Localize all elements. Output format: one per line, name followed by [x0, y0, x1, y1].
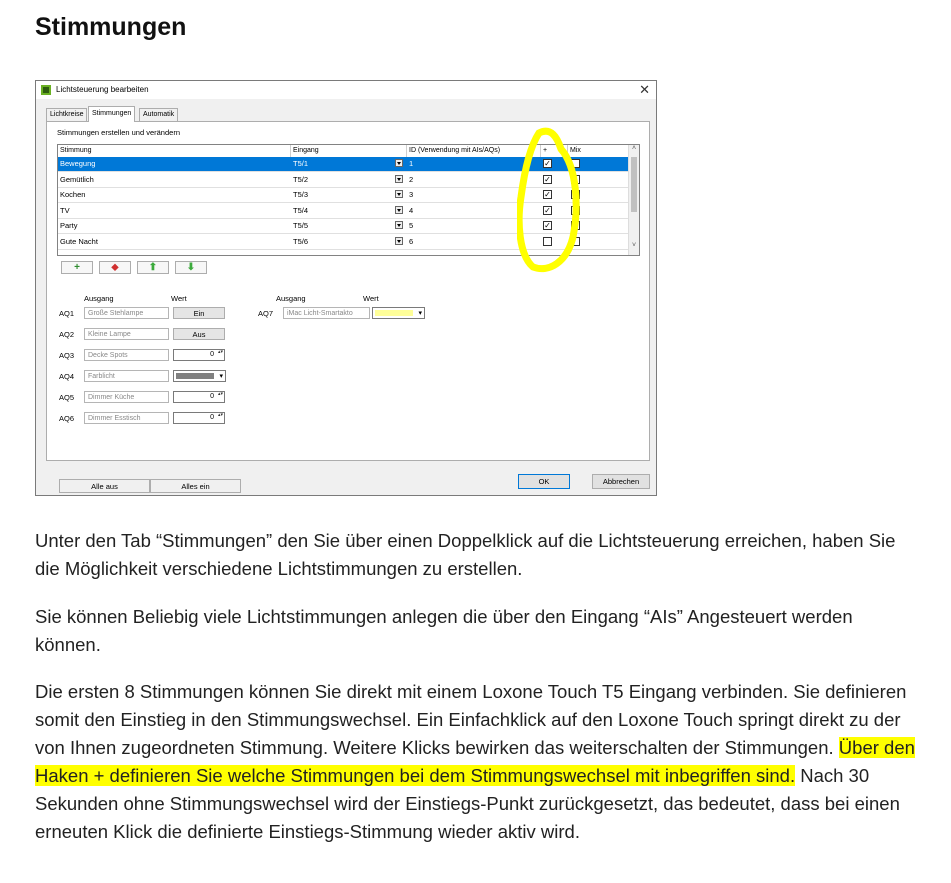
paragraph-3-text: Die ersten 8 Stimmungen können Sie direkt mit einem Loxone Touch T5 Eingang verbinden. Sie definieren somit den Einstieg in den Stimmungswechsel. Ein Einfachklick auf den Loxone Touch springt direkt zu der von Ihnen zugeordneten Stimmung. Weitere Klicks bewirken das weiterschalten der Stimmungen.	[35, 681, 907, 758]
paragraph-2: Sie können Beliebig viele Lichtstimmungen anlegen die über den Eingang “AIs” Angesteuert werden können.	[35, 606, 853, 655]
arrow-down-icon: ⬇	[186, 262, 196, 273]
id-cell[interactable]: 2	[409, 174, 414, 184]
aq-label: AQ6	[59, 414, 75, 423]
color-swatch	[176, 373, 214, 379]
input-cell[interactable]	[291, 204, 407, 218]
all-on-button[interactable]: Alles ein	[150, 479, 241, 493]
paragraph-3	[35, 678, 915, 846]
mood-name-cell[interactable]: Gemütlich	[60, 174, 94, 184]
chevron-down-icon[interactable]	[395, 190, 403, 198]
input-cell[interactable]	[291, 219, 407, 233]
input-cell[interactable]	[291, 173, 407, 187]
input-cell[interactable]	[291, 188, 407, 202]
color-picker-dropdown[interactable]	[173, 370, 226, 382]
plus-checkbox[interactable]: ✓	[544, 190, 551, 199]
mood-name-cell[interactable]: Bewegung	[60, 159, 96, 168]
loxone-app-icon	[41, 85, 51, 95]
output-value-stepper[interactable]: 0 ▴▾	[173, 412, 225, 424]
output-name-field[interactable]: Farblicht	[84, 370, 169, 382]
scroll-up-icon[interactable]: ˄	[631, 145, 637, 152]
column-header-mix[interactable]: Mix	[568, 145, 630, 157]
chevron-down-icon[interactable]	[395, 206, 403, 214]
paragraph-3-text-end: Nach 30 Sekunden ohne Stimmungswechsel wird der Einstiegs-Punkt zurückgesetzt, das bedeutet, dass bei einen erneuten Klick die definierte Einstiegs-Stimmung wieder aktiv wird.	[35, 765, 900, 842]
tab-stimmungen[interactable]: Stimmungen	[88, 106, 135, 122]
aq-label: AQ3	[59, 351, 75, 360]
output-name-field[interactable]: Dimmer Esstisch	[84, 412, 169, 424]
cancel-button[interactable]: Abbrechen	[592, 474, 650, 489]
color-swatch	[375, 310, 413, 316]
paragraph-1: Unter den Tab “Stimmungen” den Sie über einen Doppelklick auf die Lichtsteuerung erreichen, haben Sie die Möglichkeit verschiedene Lichtstimmungen zu erstellen.	[35, 530, 896, 579]
output-name-field[interactable]: Decke Spots	[84, 349, 169, 361]
highlighted-text: Über den Haken + definieren Sie welche Stimmungen bei dem Stimmungswechsel mit inbegriffen sind.	[35, 737, 915, 786]
aq-label: AQ7	[258, 309, 274, 318]
section-label: Stimmungen erstellen und verändern	[57, 128, 180, 137]
chevron-down-icon[interactable]: ▾	[418, 310, 422, 317]
ausgang-header: Ausgang	[84, 294, 114, 303]
input-cell[interactable]	[291, 235, 407, 249]
column-header-eingang[interactable]: Eingang	[291, 145, 407, 157]
grid-scrollbar[interactable]	[628, 145, 639, 255]
plus-icon: +	[74, 262, 80, 273]
delete-mood-button[interactable]	[99, 261, 131, 274]
chevron-down-icon[interactable]	[395, 237, 403, 245]
dialog-titlebar	[36, 81, 656, 99]
id-cell[interactable]: 1	[409, 159, 414, 168]
yellow-highlight-annotation	[517, 127, 587, 275]
output-name-field[interactable]: Große Stehlampe	[84, 307, 169, 319]
output-toggle-button[interactable]: Aus	[173, 328, 225, 340]
add-mood-button[interactable]	[61, 261, 93, 274]
input-value: T5/6	[293, 236, 309, 246]
input-value: T5/1	[293, 159, 309, 168]
ausgang-header-right: Ausgang	[276, 294, 306, 303]
mood-name-cell[interactable]: Party	[60, 221, 78, 230]
input-value: T5/2	[293, 174, 309, 184]
color-picker-dropdown[interactable]	[372, 307, 425, 319]
arrow-up-icon: ⬆	[148, 262, 158, 273]
chevron-down-icon[interactable]: ▾	[219, 373, 223, 380]
aq-label: AQ1	[59, 309, 75, 318]
plus-checkbox[interactable]: ✓	[544, 205, 551, 215]
wert-header: Wert	[171, 294, 187, 303]
plus-checkbox[interactable]: ✓	[544, 159, 551, 168]
wert-header-right: Wert	[363, 294, 379, 303]
column-header-stimmung[interactable]: Stimmung	[58, 145, 291, 157]
id-cell[interactable]: 3	[409, 190, 414, 199]
input-cell[interactable]	[291, 157, 407, 171]
plus-checkbox[interactable]: ✓	[544, 174, 551, 184]
output-name-field[interactable]: iMac Licht-Smartakto	[283, 307, 370, 319]
close-icon[interactable]: ✕	[639, 82, 650, 97]
ok-button[interactable]: OK	[518, 474, 570, 489]
column-header-id[interactable]: ID (Verwendung mit AIs/AQs)	[407, 145, 541, 157]
plus-checkbox[interactable]: ✓	[544, 221, 551, 230]
page-heading: Stimmungen	[35, 13, 187, 41]
mood-name-cell[interactable]: TV	[60, 205, 70, 215]
all-off-button[interactable]: Alle aus	[59, 479, 150, 493]
chevron-down-icon[interactable]	[395, 159, 403, 167]
id-cell[interactable]: 4	[409, 205, 414, 215]
input-value: T5/5	[293, 221, 309, 230]
column-header-plus[interactable]: +	[541, 145, 568, 157]
aq-label: AQ2	[59, 330, 75, 339]
chevron-down-icon[interactable]	[395, 221, 403, 229]
id-cell[interactable]: 6	[409, 236, 414, 246]
scroll-down-icon[interactable]: ˅	[631, 242, 637, 249]
output-name-field[interactable]: Kleine Lampe	[84, 328, 169, 340]
output-value-stepper[interactable]: 0 ▴▾	[173, 349, 225, 361]
output-name-field[interactable]: Dimmer Küche	[84, 391, 169, 403]
tab-lichtkreise[interactable]: Lichtkreise	[46, 108, 87, 121]
dialog-title: Lichtsteuerung bearbeiten	[56, 85, 149, 94]
output-toggle-button[interactable]: Ein	[173, 307, 225, 319]
id-cell[interactable]: 5	[409, 221, 414, 230]
chevron-down-icon[interactable]	[395, 175, 403, 183]
move-down-button[interactable]	[175, 261, 207, 274]
mood-name-cell[interactable]: Gute Nacht	[60, 236, 98, 246]
scrollbar-thumb[interactable]	[631, 157, 637, 212]
input-value: T5/3	[293, 190, 309, 199]
eraser-icon: ⬥	[111, 262, 119, 273]
input-value: T5/4	[293, 205, 309, 215]
output-value-stepper[interactable]: 0 ▴▾	[173, 391, 225, 403]
mood-name-cell[interactable]: Kochen	[60, 190, 86, 199]
aq-label: AQ5	[59, 393, 75, 402]
move-up-button[interactable]	[137, 261, 169, 274]
tab-automatik[interactable]: Automatik	[139, 108, 178, 121]
aq-label: AQ4	[59, 372, 75, 381]
